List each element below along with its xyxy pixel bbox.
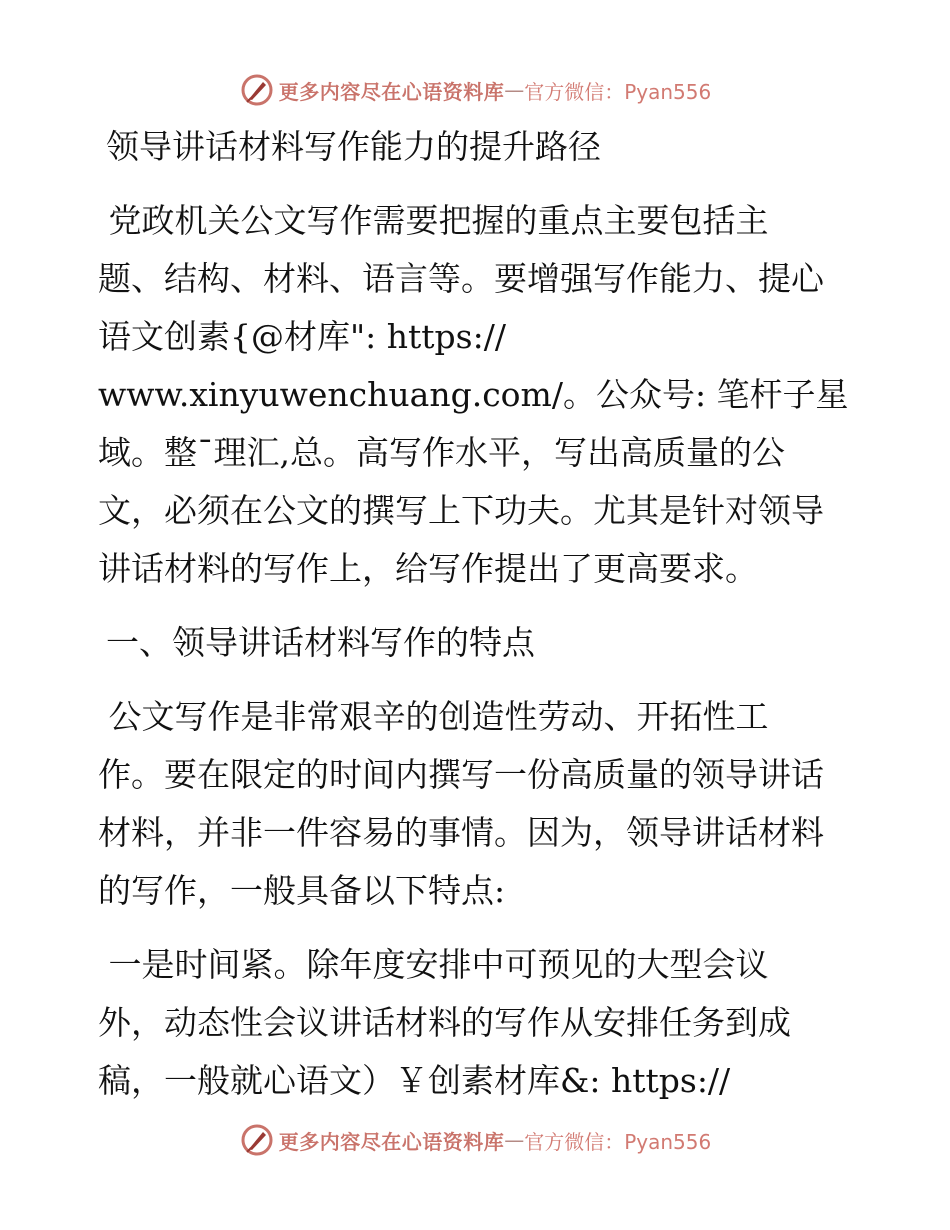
quill-logo-icon [239, 72, 275, 108]
point-paragraph [98, 936, 858, 1110]
banner-separator: — [504, 78, 525, 102]
text-line: 作。要在限定的时间内撰写一份高质量的领导讲话 [98, 755, 824, 794]
section-heading: 一、领导讲话材料写作的特点 [106, 623, 535, 662]
text-line: 题、结构、材料、语言等。要增强写作能力、提心 [98, 259, 824, 298]
brand-text: 更多内容尽在心语资料库 [278, 1129, 505, 1154]
document-body [98, 118, 858, 1110]
text-line: 讲话材料的写作上，给写作提出了更高要求。 [98, 549, 758, 588]
text-line: 的写作，一般具备以下特点: [98, 871, 506, 910]
text-line: 一是时间紧。除年度安排中可预见的大型会议 [98, 945, 769, 984]
intro-paragraph [98, 192, 858, 598]
text-line: 域。整¯理汇,总。高写作水平，写出高质量的公 [98, 433, 785, 472]
footer-watermark [0, 1120, 950, 1160]
text-line: 语文创素{@材库": https:// [98, 317, 506, 356]
text-line: 材料，并非一件容易的事情。因为，领导讲话材料 [98, 813, 824, 852]
text-line: 文，必须在公文的撰写上下功夫。尤其是针对领导 [98, 491, 824, 530]
text-line: 党政机关公文写作需要把握的重点主要包括主 [98, 201, 769, 240]
text-line: 稿，一般就心语文）￥创素材库&: https:// [98, 1061, 731, 1100]
header-watermark [0, 70, 950, 110]
brand-text: 更多内容尽在心语资料库 [278, 79, 505, 104]
contact-text: 官方微信：Pyan556 [524, 79, 712, 104]
quill-logo-icon [239, 1122, 275, 1158]
banner-separator: — [504, 1128, 525, 1152]
text-line: 外，动态性会议讲话材料的写作从安排任务到成 [98, 1003, 791, 1042]
text-line: www.xinyuwenchuang.com/。公众号: 笔杆子星 [98, 375, 849, 414]
text-line: 公文写作是非常艰辛的创造性劳动、开拓性工 [98, 697, 769, 736]
document-title: 领导讲话材料写作能力的提升路径 [106, 127, 601, 166]
contact-text: 官方微信：Pyan556 [524, 1129, 712, 1154]
section-paragraph [98, 688, 858, 920]
